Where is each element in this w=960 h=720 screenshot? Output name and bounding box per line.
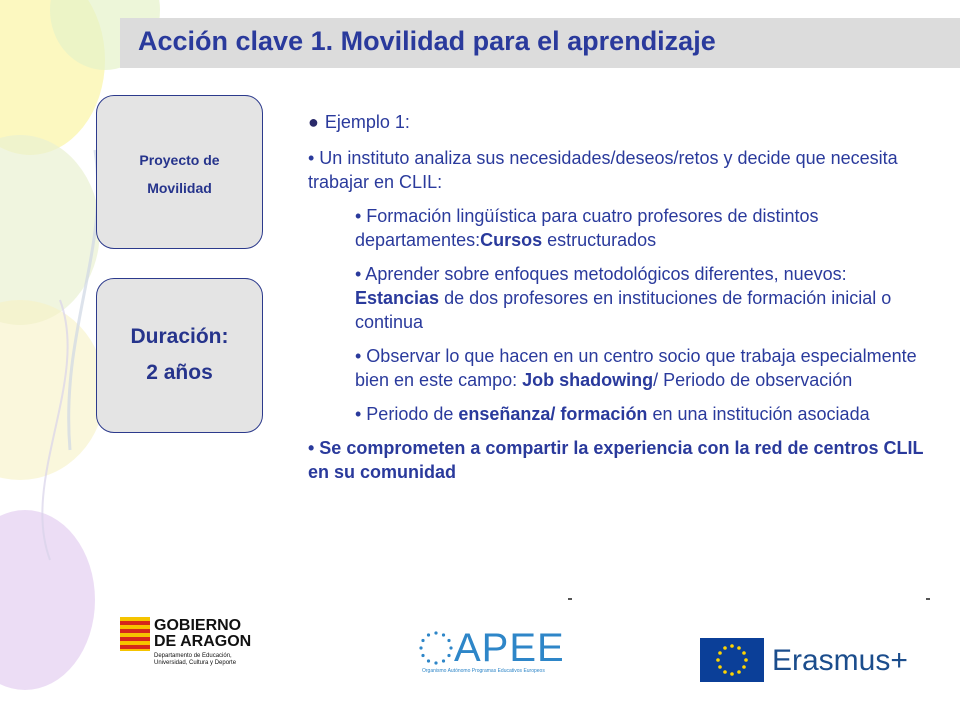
list-item: • Aprender sobre enfoques metodológicos diferentes, nuevos: Estancias de dos profesores en instituciones de formación inicial o continua — [355, 264, 892, 332]
bullet-icon: ● — [308, 112, 319, 132]
intro-paragraph: • Un instituto analiza sus necesidades/deseos/retos y decide que necesita trabajar en CLIL: — [308, 148, 898, 192]
list-item: • Formación lingüística para cuatro profesores de distintos departamentes:Cursos estructurados — [355, 206, 819, 250]
erasmus-word: Erasmus+ — [772, 644, 908, 677]
content-area — [308, 110, 928, 494]
apee-subtitle: Organismo Autónomo Programas Educativos Europeos — [422, 668, 545, 674]
apee-word: APEE — [454, 626, 565, 670]
duration-value: 2 años — [146, 361, 213, 384]
gobierno-aragon-logo — [120, 615, 260, 673]
list-item: • Observar lo que hacen en un centro socio que trabaja especialmente bien en este campo: Job shadowing/ Periodo de observación — [355, 346, 917, 390]
duration-box — [96, 278, 263, 433]
divider-tick — [568, 598, 572, 600]
project-box-line2: Movilidad — [147, 180, 212, 196]
erasmus-logo — [700, 636, 920, 684]
list-item: • Periodo de enseñanza/ formación en una institución asociada — [355, 404, 870, 424]
stars-circle-icon — [418, 630, 454, 666]
example-label: Ejemplo 1: — [324, 112, 410, 132]
duration-label: Duración: — [130, 325, 229, 348]
title-bar — [120, 18, 960, 68]
divider-tick — [926, 598, 930, 600]
final-paragraph: • Se comprometen a compartir la experiencia con la red de centros CLIL en su comunidad — [308, 438, 924, 482]
project-box-line1: Proyecto de — [139, 152, 220, 168]
example-heading — [308, 110, 928, 134]
aragon-shield-icon — [120, 617, 150, 651]
eu-flag-icon — [700, 638, 764, 682]
apee-logo — [418, 626, 570, 678]
slide-title: Acción clave 1. Movilidad para el aprendizaje — [138, 26, 716, 56]
project-box — [96, 95, 263, 249]
gobierno-line3: Departamento de Educación, Universidad, Cultura y Deporte — [154, 653, 237, 666]
gobierno-line2: DE ARAGON — [154, 633, 252, 650]
gobierno-line1: GOBIERNO — [154, 617, 242, 634]
